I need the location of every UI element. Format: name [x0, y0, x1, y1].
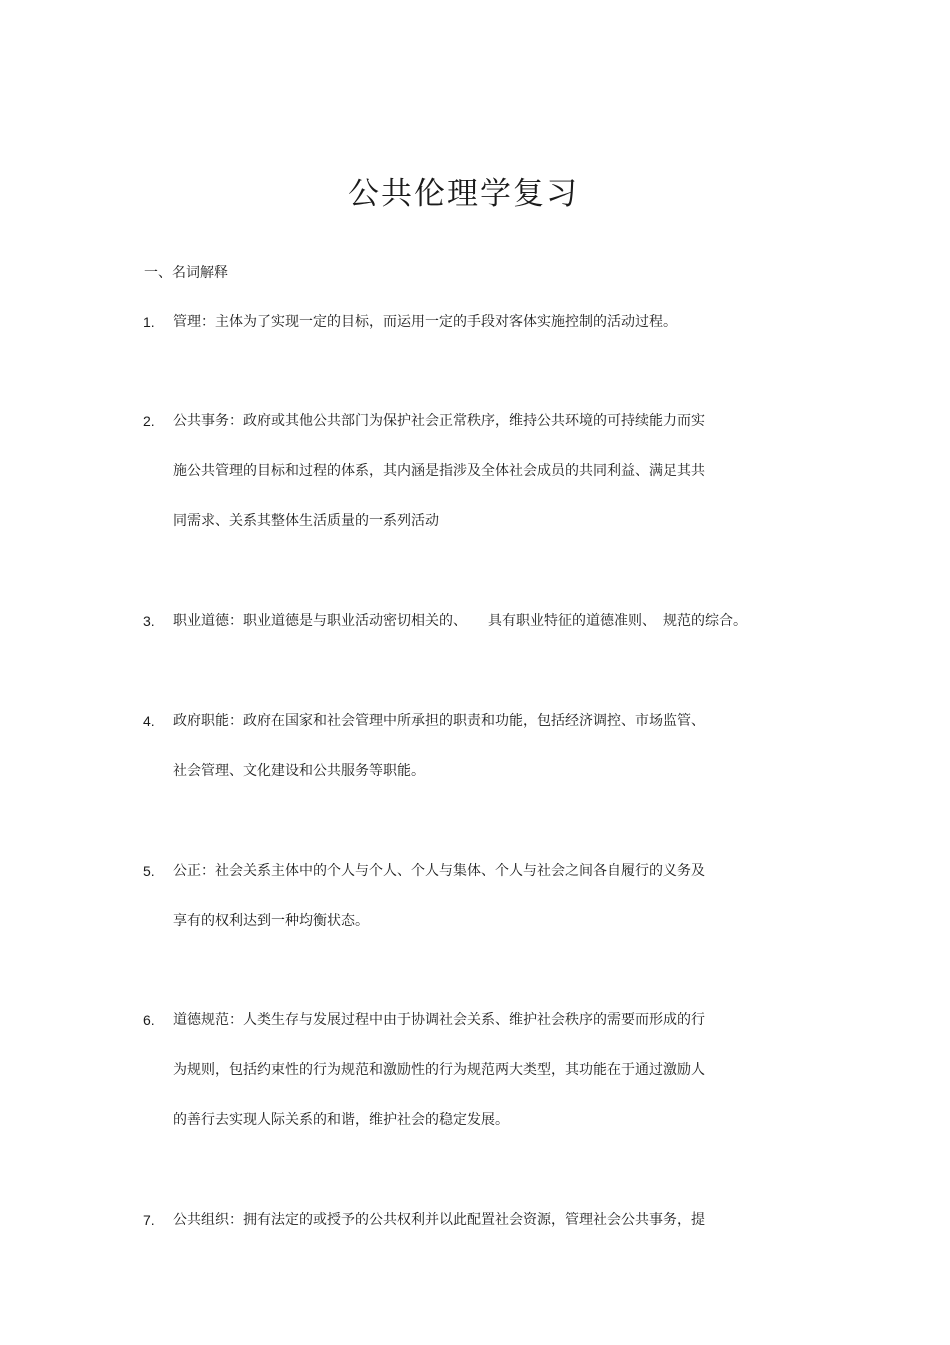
- entry-text-line: 享有的权利达到一种均衡状态。: [173, 913, 369, 929]
- entry-text-line: 同需求、关系其整体生活质量的一系列活动: [173, 513, 439, 529]
- entry-number: 5.: [143, 863, 155, 879]
- entry-text-line: 道德规范：人类生存与发展过程中由于协调社会关系、维护社会秩序的需要而形成的行: [173, 1012, 705, 1028]
- entry-text-line: 职业道德：职业道德是与职业活动密切相关的、 具有职业特征的道德准则、 规范的综合。: [173, 613, 747, 629]
- entry-number: 3.: [143, 613, 155, 629]
- entry-number: 1.: [143, 314, 155, 330]
- section-heading: 一、名词解释: [144, 265, 228, 281]
- entry-text-line: 社会管理、文化建设和公共服务等职能。: [173, 763, 425, 779]
- entry-text-line: 管理：主体为了实现一定的目标，而运用一定的手段对客体实施控制的活动过程。: [173, 314, 677, 330]
- entry-number: 7.: [143, 1212, 155, 1228]
- entry-text-line: 公共事务：政府或其他公共部门为保护社会正常秩序，维持公共环境的可持续能力而实: [173, 413, 705, 429]
- entry-text-line: 的善行去实现人际关系的和谐，维护社会的稳定发展。: [173, 1112, 509, 1128]
- entry-text-line: 公正：社会关系主体中的个人与个人、个人与集体、个人与社会之间各自履行的义务及: [173, 863, 705, 879]
- entry-number: 2.: [143, 413, 155, 429]
- entry-number: 6.: [143, 1012, 155, 1028]
- page-title: 公共伦理学复习: [348, 176, 579, 212]
- entry-text-line: 施公共管理的目标和过程的体系，其内涵是指涉及全体社会成员的共同利益、满足其共: [173, 463, 705, 479]
- entry-text-line: 为规则，包括约束性的行为规范和激励性的行为规范两大类型，其功能在于通过激励人: [173, 1062, 705, 1078]
- entry-text-line: 公共组织：拥有法定的或授予的公共权利并以此配置社会资源，管理社会公共事务，提: [173, 1212, 705, 1228]
- entry-text-line: 政府职能：政府在国家和社会管理中所承担的职责和功能，包括经济调控、市场监管、: [173, 713, 705, 729]
- entry-number: 4.: [143, 713, 155, 729]
